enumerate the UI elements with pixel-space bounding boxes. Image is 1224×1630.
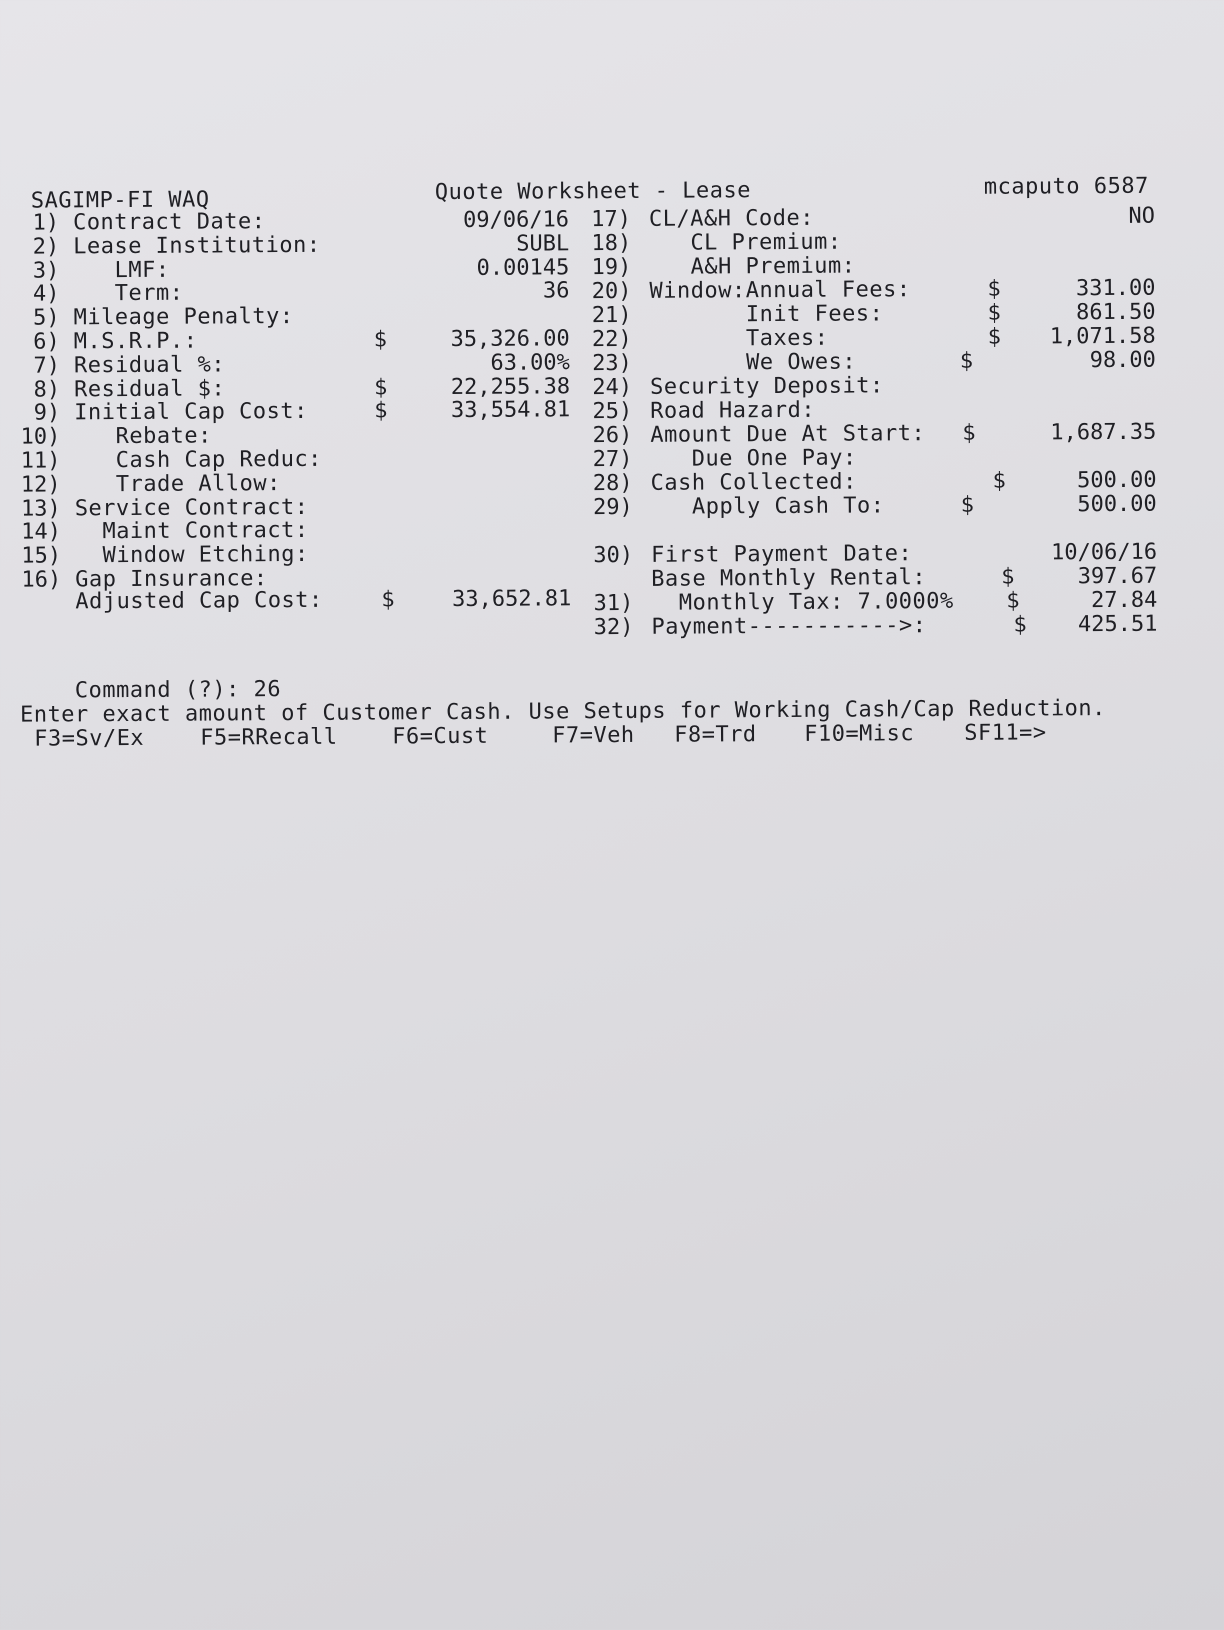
field-value[interactable]: 331.00	[1075, 275, 1156, 302]
field-value[interactable]: 33,652.81	[452, 586, 572, 612]
status-message: Enter exact amount of Customer Cash. Use Setups for Working Cash/Cap Reduction.	[19, 696, 1106, 728]
field-label: Residual %:	[73, 352, 226, 379]
field-number: 15)	[21, 543, 62, 569]
field-value[interactable]: 27.84	[1091, 587, 1158, 614]
field-value[interactable]: 10/06/16	[1051, 539, 1158, 566]
currency-sign: $	[1006, 588, 1021, 614]
currency-sign: $	[987, 324, 1002, 350]
field-number: 2)	[32, 234, 60, 260]
field-label: Cash Cap Reduc:	[74, 446, 322, 474]
field-number: 1)	[32, 210, 60, 236]
field-label: A&H Premium:	[649, 253, 856, 280]
fkey-f8[interactable]: F8=Trd	[674, 722, 757, 748]
field-number: 17)	[591, 206, 632, 233]
field-label: Amount Due At Start:	[650, 421, 926, 448]
field-number: 4)	[32, 281, 60, 307]
field-value[interactable]: SUBL	[516, 231, 570, 257]
field-value[interactable]: 36	[542, 278, 570, 304]
field-label: Monthly Tax: 7.0000%	[651, 588, 954, 616]
field-value[interactable]: 0.00145	[476, 254, 570, 281]
field-value[interactable]: 33,554.81	[450, 397, 571, 424]
fkey-sf11[interactable]: SF11=>	[964, 720, 1047, 746]
field-label: LMF:	[73, 257, 170, 283]
field-number: 13)	[20, 496, 61, 522]
field-number: 5)	[33, 305, 60, 331]
field-value[interactable]: 425.51	[1077, 611, 1158, 638]
field-label: M.S.R.P.:	[73, 328, 198, 355]
currency-sign: $	[960, 492, 975, 518]
command-prompt: Command (?):	[74, 677, 240, 704]
field-label: Payment----------->:	[651, 613, 927, 640]
field-label: Residual $:	[73, 376, 226, 402]
field-number: 9)	[33, 400, 61, 426]
field-number: 8)	[33, 377, 61, 403]
currency-sign: $	[987, 300, 1002, 326]
field-number: 20)	[591, 278, 632, 305]
screen-title: Quote Worksheet - Lease	[434, 178, 752, 206]
field-label: Service Contract:	[74, 494, 309, 521]
field-number: 30)	[593, 542, 634, 569]
currency-sign: $	[1001, 564, 1016, 590]
field-number: 23)	[592, 350, 632, 377]
field-number: 19)	[591, 254, 632, 281]
field-label: Mileage Penalty:	[73, 304, 294, 331]
field-value[interactable]: 63.00%	[490, 350, 570, 376]
field-number: 24)	[592, 374, 633, 401]
field-number: 14)	[21, 519, 61, 546]
user-id: mcaputo 6587	[983, 173, 1149, 200]
field-number: 27)	[592, 446, 633, 473]
field-number: 21)	[591, 302, 632, 329]
field-number: 22)	[591, 326, 632, 353]
currency-sign: $	[373, 327, 388, 353]
field-label: Trade Allow:	[74, 470, 281, 498]
field-number: 32)	[593, 614, 634, 641]
field-number: 16)	[21, 567, 62, 593]
field-label: Taxes:	[649, 325, 829, 352]
fkey-f7[interactable]: F7=Veh	[552, 722, 635, 749]
currency-sign: $	[959, 348, 974, 374]
field-label: Contract Date:	[72, 209, 266, 236]
field-value[interactable]: 1,071.58	[1049, 323, 1156, 350]
field-label: Initial Cap Cost:	[74, 399, 308, 426]
field-label: Window:Annual Fees:	[649, 277, 911, 304]
fkey-f6[interactable]: F6=Cust	[392, 723, 489, 750]
field-number: 18)	[591, 230, 632, 257]
field-number: 10)	[20, 424, 61, 450]
field-number: 6)	[33, 329, 60, 355]
field-value[interactable]: 98.00	[1089, 347, 1156, 374]
field-number: 28)	[592, 470, 633, 497]
field-label: Apply Cash To:	[650, 493, 885, 520]
field-label: Init Fees:	[649, 301, 884, 328]
field-label: CL/A&H Code:	[648, 205, 815, 232]
fkey-f5[interactable]: F5=RRecall	[200, 724, 338, 751]
field-value[interactable]: 22,255.38	[450, 373, 571, 400]
command-input[interactable]: 26	[253, 677, 282, 703]
system-id: SAGIMP-FI WAQ	[30, 187, 210, 214]
field-value[interactable]: 35,326.00	[450, 326, 570, 353]
currency-sign: $	[1013, 612, 1028, 638]
field-number: 11)	[20, 448, 61, 474]
fkey-f10[interactable]: F10=Misc	[804, 721, 915, 747]
currency-sign: $	[962, 420, 977, 446]
field-number: 3)	[32, 258, 60, 284]
field-label: Rebate:	[74, 423, 212, 450]
field-label: Window Etching:	[74, 542, 309, 569]
field-value[interactable]: 500.00	[1077, 491, 1157, 518]
field-number: 26)	[592, 422, 633, 449]
field-value[interactable]: 397.67	[1077, 563, 1158, 590]
field-number: 12)	[20, 472, 61, 498]
field-label: Term:	[73, 281, 184, 307]
field-label: We Owes:	[649, 349, 857, 376]
currency-sign: $	[374, 398, 389, 424]
field-number: 31)	[593, 590, 634, 617]
field-label: Gap Insurance:	[75, 566, 268, 593]
currency-sign: $	[987, 276, 1002, 302]
field-number: 7)	[33, 353, 60, 379]
field-label: Adjusted Cap Cost:	[75, 587, 323, 615]
field-label: CL Premium:	[649, 229, 842, 256]
field-label: Due One Pay:	[650, 445, 857, 472]
field-label: Lease Institution:	[73, 232, 321, 260]
field-label: Cash Collected:	[650, 469, 857, 496]
field-number: 29)	[592, 494, 633, 521]
field-label: First Payment Date:	[650, 541, 913, 568]
currency-sign: $	[373, 375, 388, 401]
field-number: 25)	[592, 398, 633, 425]
field-value[interactable]: 1,687.35	[1050, 419, 1157, 446]
field-label: Road Hazard:	[650, 397, 816, 424]
fkey-f3[interactable]: F3=Sv/Ex	[34, 725, 145, 752]
field-value[interactable]: NO	[1128, 203, 1156, 229]
field-label: Base Monthly Rental:	[651, 565, 927, 592]
field-value[interactable]: 09/06/16	[462, 207, 570, 233]
field-value[interactable]: 500.00	[1077, 467, 1157, 494]
field-value[interactable]: 861.50	[1076, 299, 1156, 326]
field-label: Security Deposit:	[649, 373, 884, 400]
currency-sign: $	[381, 587, 396, 613]
currency-sign: $	[992, 468, 1007, 494]
field-label: Maint Contract:	[74, 518, 309, 545]
terminal-screen	[0, 0, 1224, 764]
